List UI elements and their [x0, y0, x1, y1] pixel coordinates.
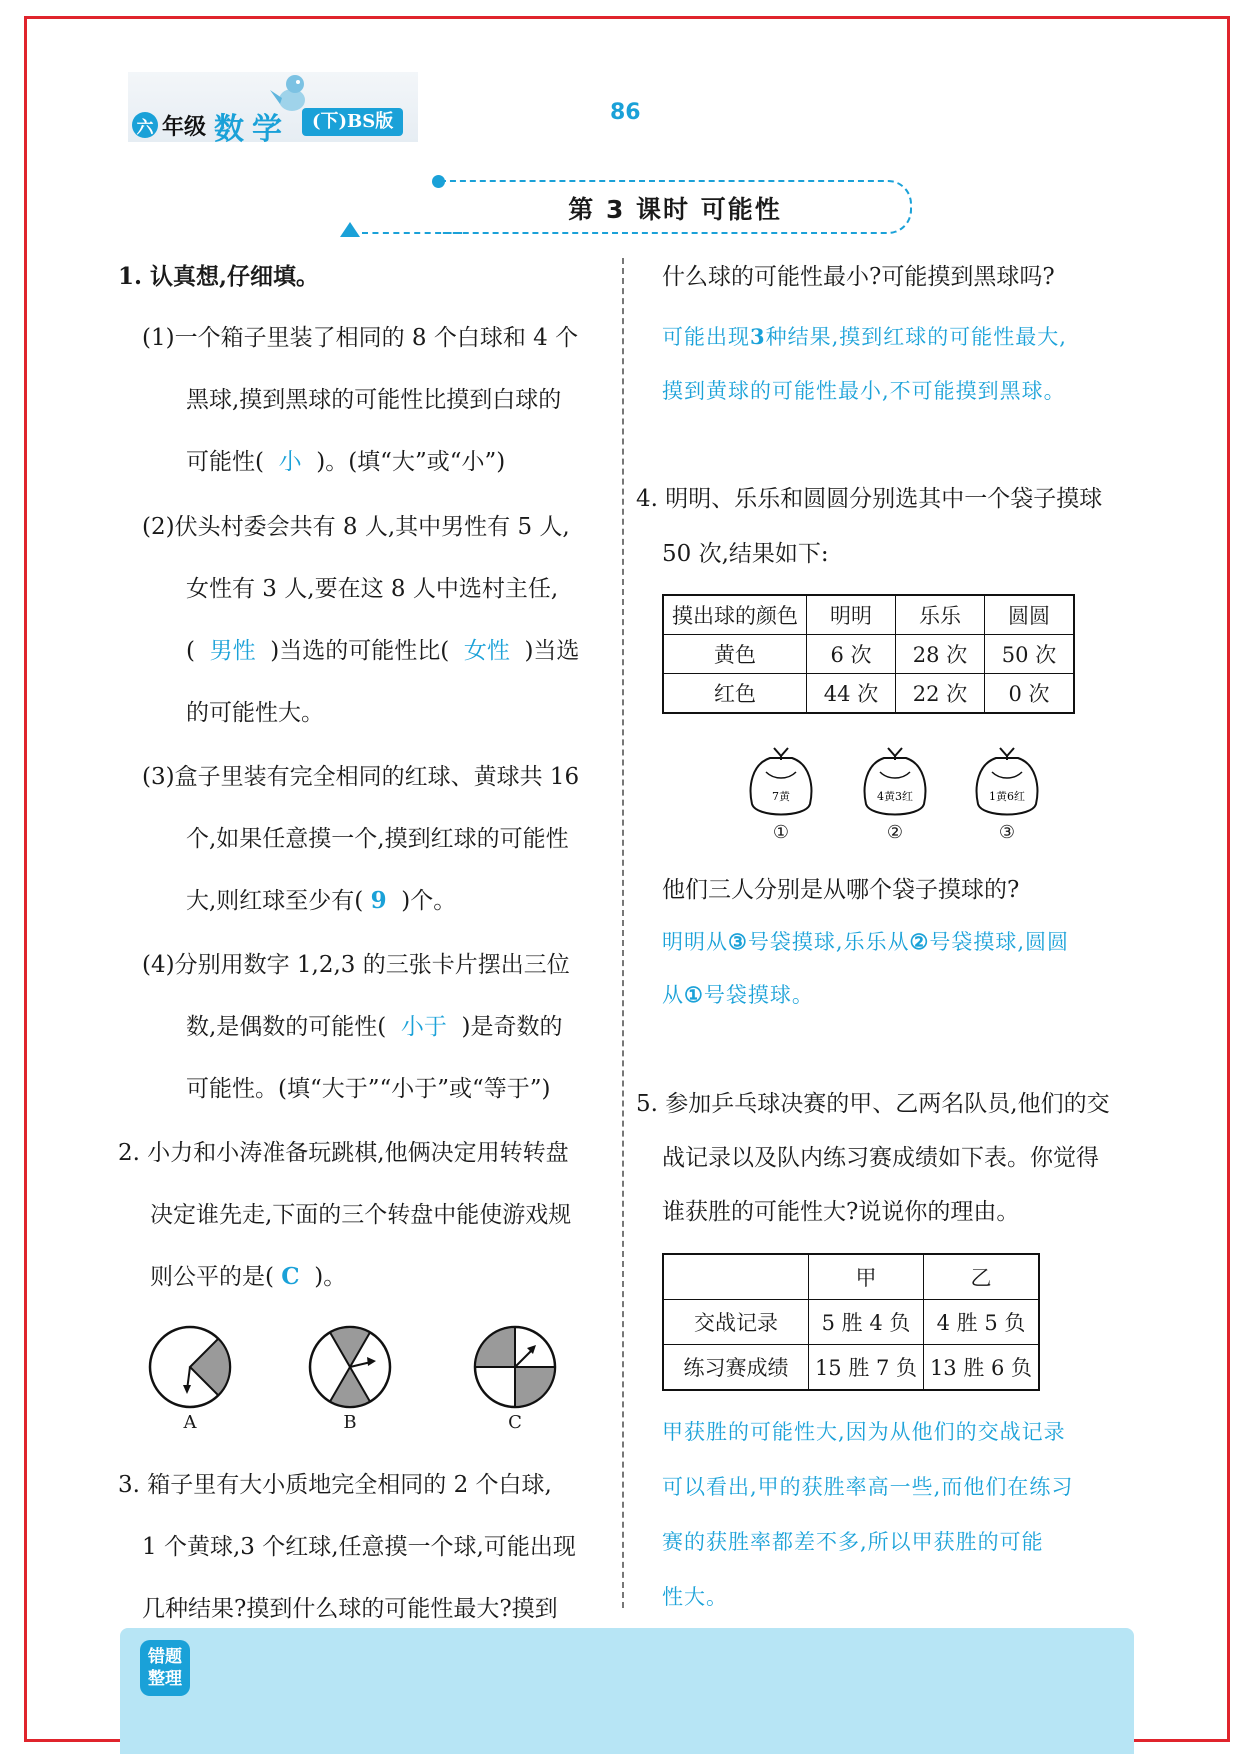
lesson-title: 第 3 课时 可能性 [568, 195, 782, 224]
spinner-a-label: A [183, 1412, 197, 1433]
table-cell: 28 次 [896, 635, 985, 674]
table-cell: 黄色 [663, 635, 807, 674]
q5-records-table [662, 1253, 1040, 1391]
table-cell: 明明 [807, 595, 896, 635]
q2-line2: 决定谁先走,下面的三个转盘中能使游戏规 [150, 1202, 572, 1228]
spinner-c [470, 1322, 560, 1412]
q1-3-line1: (3)盒子里装有完全相同的红球、黄球共 16 [142, 764, 580, 790]
bag-1-icon [744, 742, 818, 820]
spinner-b-label: B [343, 1412, 357, 1433]
q1-3-line2: 个,如果任意摸一个,摸到红球的可能性 [186, 826, 569, 852]
edition-label: (下)BS版 [302, 108, 403, 136]
table-cell: 0 次 [985, 674, 1075, 714]
bag-2-icon [858, 742, 932, 820]
column-divider [622, 258, 624, 1608]
bag-3-label: 1黄6红 [989, 790, 1025, 803]
q1-2-line2: 女性有 3 人,要在这 8 人中选村主任, [186, 576, 559, 602]
q1-heading: 1. 认真想,仔细填。 [118, 263, 320, 290]
table-row [663, 1345, 1039, 1391]
q5-line2: 战记录以及队内练习赛成绩如下表。你觉得 [662, 1145, 1099, 1171]
table-cell: 4 胜 5 负 [924, 1300, 1040, 1345]
bag-3-icon [970, 742, 1044, 820]
table-cell: 摸出球的颜色 [663, 595, 807, 635]
table-cell: 13 胜 6 负 [924, 1345, 1040, 1391]
q4-answer-line2: 从①号袋摸球。 [662, 982, 814, 1007]
q5-answer-line2: 可以看出,甲的获胜率高一些,而他们在练习 [662, 1475, 1074, 1499]
q5-answer-line4: 性大。 [662, 1585, 728, 1609]
table-header-row [663, 1254, 1039, 1300]
bag-3-number: ③ [998, 822, 1016, 843]
table-cell: 交战记录 [663, 1300, 809, 1345]
q1-4-line3: 可能性。(填“大于”“小于”或“等于”) [186, 1076, 551, 1102]
q1-1-answer: 小 [278, 449, 302, 475]
q5-line3: 谁获胜的可能性大?说说你的理由。 [662, 1199, 1020, 1225]
table-cell: 15 胜 7 负 [809, 1345, 924, 1391]
q2-line1: 2. 小力和小涛准备玩跳棋,他俩决定用转转盘 [118, 1140, 569, 1166]
table-cell [663, 1254, 809, 1300]
q1-2-line1: (2)伏头村委会共有 8 人,其中男性有 5 人, [142, 514, 570, 540]
spinner-c-label: C [508, 1412, 522, 1433]
table-cell: 乙 [924, 1254, 1040, 1300]
q1-2-line4: 的可能性大。 [186, 700, 324, 726]
q1-2-line3: ( 男性 )当选的可能性比( 女性 )当选 [186, 638, 580, 664]
q4-results-table [662, 594, 1075, 714]
table-cell: 乐乐 [896, 595, 985, 635]
q3-line4: 什么球的可能性最小?可能摸到黑球吗? [662, 264, 1055, 290]
q4-question: 他们三人分别是从哪个袋子摸球的? [662, 877, 1020, 903]
q3-answer-line1: 可能出现3种结果,摸到红球的可能性最大, [662, 324, 1067, 349]
grade-label: 年级 [162, 114, 207, 140]
spinner-b [305, 1322, 395, 1412]
table-cell: 练习赛成绩 [663, 1345, 809, 1391]
q5-line1: 5. 参加乒乓球决赛的甲、乙两名队员,他们的交 [636, 1091, 1110, 1117]
q5-answer-line3: 赛的获胜率都差不多,所以甲获胜的可能 [662, 1530, 1044, 1554]
q4-answer-bag-yuanyuan: ① [684, 982, 704, 1007]
table-cell: 50 次 [985, 635, 1075, 674]
error-notes-box [120, 1628, 1134, 1754]
table-cell: 甲 [809, 1254, 924, 1300]
table-cell: 红色 [663, 674, 807, 714]
q1-1-line3: 可能性( 小 )。(填“大”或“小”) [186, 449, 506, 475]
error-notes-badge: 错题 整理 [140, 1640, 190, 1696]
q1-4-answer: 小于 [400, 1014, 447, 1040]
q3-line1: 3. 箱子里有大小质地完全相同的 2 个白球, [118, 1472, 552, 1498]
q3-answer-line2: 摸到黄球的可能性最小,不可能摸到黑球。 [662, 379, 1066, 403]
q4-answer-line1: 明明从③号袋摸球,乐乐从②号袋摸球,圆圆 [662, 929, 1070, 954]
q2-line3: 则公平的是( C )。 [150, 1263, 347, 1290]
bag-2-number: ② [886, 822, 904, 843]
table-cell: 6 次 [807, 635, 896, 674]
q1-4-line1: (4)分别用数字 1,2,3 的三张卡片摆出三位 [142, 952, 570, 978]
q4-answer-bag-mingming: ③ [728, 929, 748, 954]
lesson-underline [362, 232, 462, 234]
q1-1-line1: (1)一个箱子里装了相同的 8 个白球和 4 个 [142, 325, 579, 351]
table-cell: 圆圆 [985, 595, 1075, 635]
q1-3-line3: 大,则红球至少有( 9 )个。 [186, 887, 457, 914]
table-cell: 44 次 [807, 674, 896, 714]
q3-answer-number: 3 [750, 324, 766, 349]
table-header-row [663, 595, 1074, 635]
q3-line2: 1 个黄球,3 个红球,任意摸一个球,可能出现 [142, 1534, 576, 1560]
page-number: 86 [610, 100, 641, 125]
q1-2-answer1: 男性 [209, 638, 256, 664]
q4-answer-bag-lele: ② [909, 929, 930, 954]
q1-2-answer2: 女性 [463, 638, 510, 664]
bag-2-label: 4黄3红 [877, 790, 913, 803]
table-cell: 5 胜 4 负 [809, 1300, 924, 1345]
q2-answer: C [281, 1263, 300, 1290]
q4-line1: 4. 明明、乐乐和圆圆分别选其中一个袋子摸球 [636, 486, 1103, 512]
table-row [663, 635, 1074, 674]
lesson-dot-icon [432, 175, 445, 188]
q1-4-line2: 数,是偶数的可能性( 小于 )是奇数的 [186, 1014, 563, 1040]
q1-3-answer: 9 [370, 887, 387, 914]
lesson-triangle-icon [340, 222, 360, 237]
q4-line2: 50 次,结果如下: [662, 541, 829, 567]
bag-1-label: 7黄 [772, 790, 790, 803]
grade-badge: 六 [132, 112, 158, 138]
table-row [663, 674, 1074, 714]
table-cell: 22 次 [896, 674, 985, 714]
spinner-a [145, 1322, 235, 1412]
bag-1-number: ① [772, 822, 790, 843]
subject-label: 数学 [214, 112, 290, 147]
q3-line3: 几种结果?摸到什么球的可能性最大?摸到 [142, 1596, 558, 1622]
q5-answer-line1: 甲获胜的可能性大,因为从他们的交战记录 [662, 1420, 1066, 1444]
q1-1-line2: 黑球,摸到黑球的可能性比摸到白球的 [186, 387, 562, 413]
table-row [663, 1300, 1039, 1345]
